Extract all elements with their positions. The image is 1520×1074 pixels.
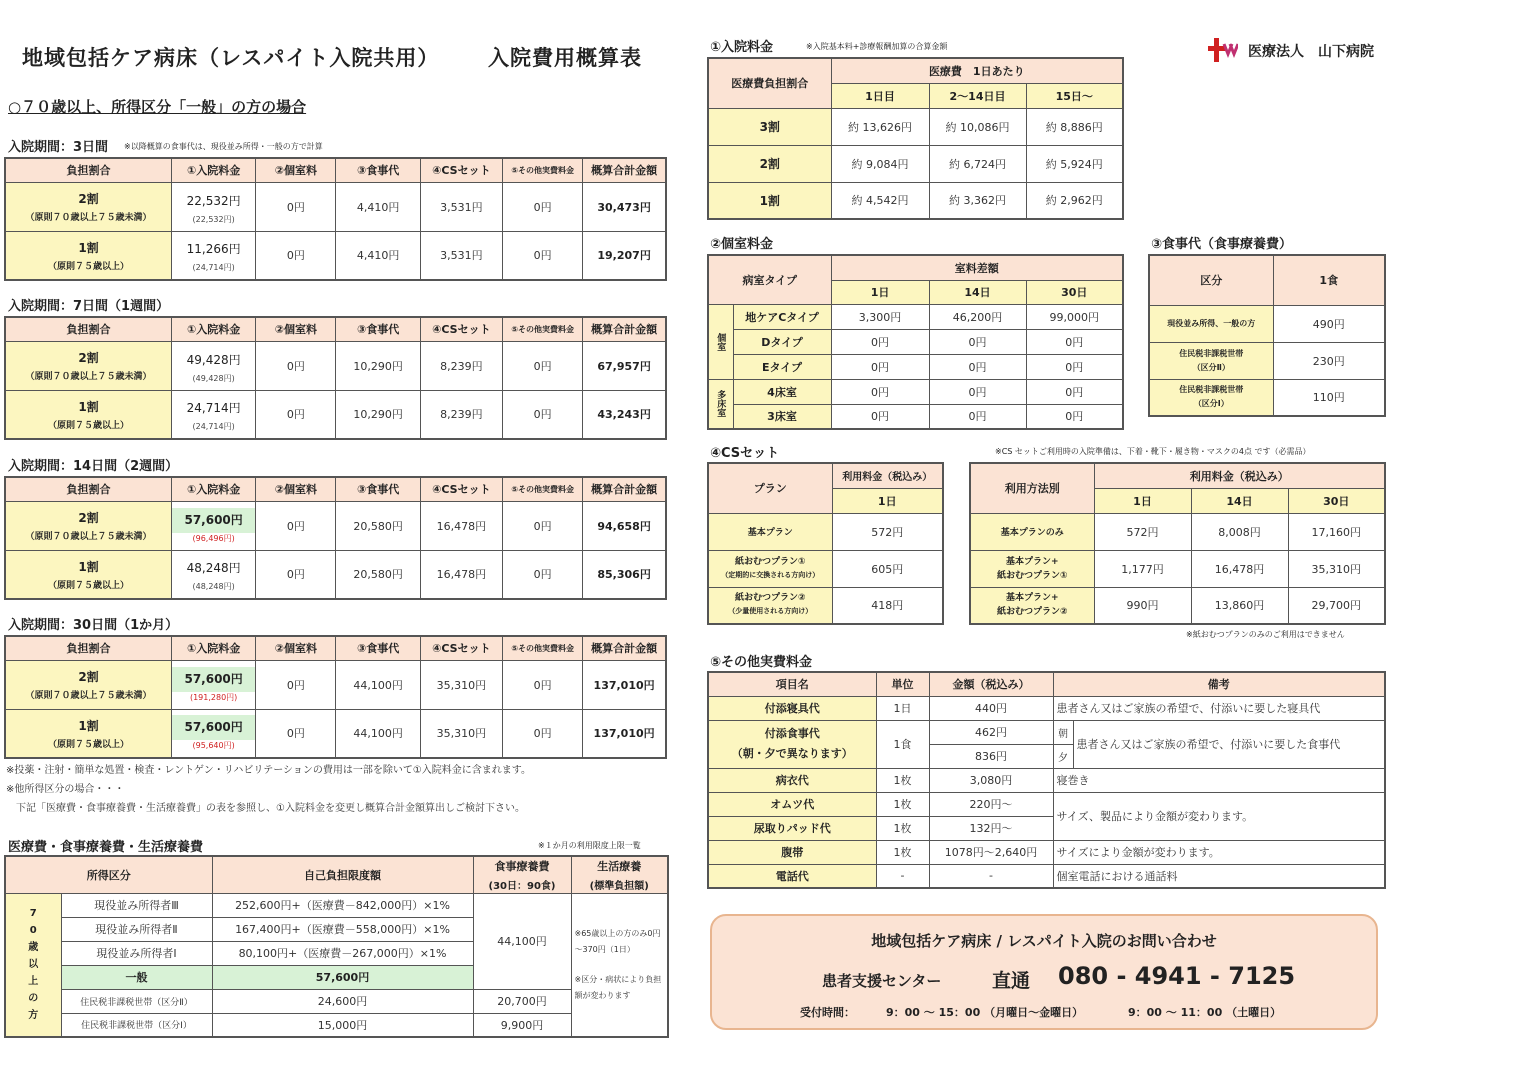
period-col-header: ③食事代 xyxy=(336,477,420,501)
period-total-cell: 137,010円 xyxy=(583,660,666,709)
s3-cell: 490円 xyxy=(1273,305,1385,342)
s2-row-key: Dタイプ xyxy=(733,329,831,354)
s1-cell: 約 8,886円 xyxy=(1026,108,1123,145)
period-col-header: ⑤その他実費料金 xyxy=(502,317,582,341)
limits-h-life: 生活療養 (標準負担額) xyxy=(571,856,668,893)
s2-title: ②個室料金 xyxy=(710,237,774,252)
s4-note2: ※紙おむつプランのみのご利用はできません xyxy=(1186,630,1345,639)
period-col-header: 概算合計金額 xyxy=(583,477,666,501)
s3-cell: 110円 xyxy=(1273,379,1385,416)
period-room-cell: 0円 xyxy=(256,709,336,758)
s5-row-key: オムツ代 xyxy=(708,792,876,816)
page-title-2: 入院費用概算表 xyxy=(488,46,642,70)
limits-note: ※１か月の利用限度上限一覧 xyxy=(538,841,641,850)
period-col-header: ①入院料金 xyxy=(172,636,256,660)
s2-row-key: 4床室 xyxy=(733,379,831,404)
s4-col: 30日 xyxy=(1288,488,1385,513)
s4-row-key: 基本プラン xyxy=(708,513,832,550)
period-fee-cell: 24,714円 (24,714円) xyxy=(172,390,256,439)
s5-unit: 1枚 xyxy=(876,840,929,864)
s2-cell: 46,200円 xyxy=(929,304,1026,329)
period-total-cell: 43,243円 xyxy=(583,390,666,439)
s5-col: 項目名 xyxy=(708,672,876,696)
s5-amount: 836円 xyxy=(929,744,1053,768)
period-other-cell: 0円 xyxy=(502,709,582,758)
period-room-cell: 0円 xyxy=(256,390,336,439)
s5-row-key: 腹帯 xyxy=(708,840,876,864)
period-col-header: ⑤その他実費料金 xyxy=(502,158,582,182)
period-cs-cell: 3,531円 xyxy=(420,182,502,231)
s4-mcell: 8,008円 xyxy=(1191,513,1288,550)
s4-col: 1日 xyxy=(1094,488,1191,513)
s2-cell: 0円 xyxy=(929,379,1026,404)
period-title-p14: 入院期間：14日間（2週間） xyxy=(8,459,179,474)
limits-row-value: 57,600円 xyxy=(212,965,473,989)
s1-cell: 約 10,086円 xyxy=(929,108,1026,145)
s4-plan-table xyxy=(707,462,944,625)
period-other-cell: 0円 xyxy=(502,231,582,280)
s5-remark: 個室電話における通話料 xyxy=(1053,864,1385,888)
contact-phone-link[interactable]: 080 - 4941 - 7125 xyxy=(1058,962,1296,990)
s2-cell: 0円 xyxy=(1026,404,1123,429)
s4-h-fee2: 利用料金（税込み） xyxy=(1094,463,1385,488)
s2-cell: 0円 xyxy=(1026,329,1123,354)
period-title-p7: 入院期間：7日間（1週間） xyxy=(8,299,170,314)
contact-direct: 直通 xyxy=(992,970,1031,992)
period-cs-cell: 35,310円 xyxy=(420,660,502,709)
period-other-cell: 0円 xyxy=(502,182,582,231)
period-row-label: 1割 （原則７５歳以上） xyxy=(5,390,172,439)
s5-amount: 132円～ xyxy=(929,816,1053,840)
s5-unit: - xyxy=(876,864,929,888)
s4-mrow-key: 基本プラン+ 紙おむつプラン② xyxy=(970,587,1094,624)
s5-evening: 夕 xyxy=(1053,744,1073,768)
s5-row-key: 尿取りパッド代 xyxy=(708,816,876,840)
period-fee-cell: 22,532円 (22,532円) xyxy=(172,182,256,231)
limits-row-key: 現役並み所得者Ⅰ xyxy=(61,941,212,965)
hospital-logo-icon xyxy=(1208,38,1238,62)
s5-unit: 1枚 xyxy=(876,792,929,816)
contact-hours-saturday: 9：00 ～ 11：00 （土曜日） xyxy=(1128,1006,1282,1019)
s4-mcell: 29,700円 xyxy=(1288,587,1385,624)
period-row-label: 1割 （原則７５歳以上） xyxy=(5,231,172,280)
period-other-cell: 0円 xyxy=(502,550,582,599)
s2-cell: 3,300円 xyxy=(831,304,929,329)
period-meal-cell: 44,100円 xyxy=(336,709,420,758)
s4-mcell: 1,177円 xyxy=(1094,550,1191,587)
limits-title: 医療費・食事療養費・生活療養費 xyxy=(8,840,204,855)
limits-h-income: 所得区分 xyxy=(5,856,212,893)
s4-mrow-key: 基本プラン+ 紙おむつプラン① xyxy=(970,550,1094,587)
s5-row-key: 電話代 xyxy=(708,864,876,888)
s1-cell: 約 9,084円 xyxy=(831,145,929,182)
s1-h-fee: 医療費 1日あたり xyxy=(831,58,1123,83)
period-col-header: ③食事代 xyxy=(336,317,420,341)
s2-group-private: 個室 xyxy=(708,304,733,379)
s1-cell: 約 4,542円 xyxy=(831,182,929,219)
contact-hours-weekday: 9：00 ～ 15：00 （月曜日～金曜日） xyxy=(886,1006,1084,1019)
period-title-p3: 入院期間：3日間 xyxy=(8,140,109,155)
period-total-cell: 30,473円 xyxy=(583,182,666,231)
period-col-header: ④CSセット xyxy=(420,477,502,501)
note-1: ※投薬・注射・簡単な処置・検査・レントゲン・リハビリテーションの費用は一部を除いて①入院料金に含まれます。 xyxy=(6,765,531,776)
s5-unit: 1日 xyxy=(876,696,929,720)
s5-unit: 1食 xyxy=(876,720,929,768)
period-row-label: 1割 （原則７５歳以上） xyxy=(5,550,172,599)
period-table-p7 xyxy=(4,316,667,440)
limits-h-meal: 食事療養費 (30日：90食) xyxy=(473,856,571,893)
note-2: ※他所得区分の場合・・・ xyxy=(6,784,125,795)
s2-cell: 0円 xyxy=(929,404,1026,429)
contact-box xyxy=(710,914,1378,1030)
period-table-p14 xyxy=(4,476,667,600)
s4-mcell: 13,860円 xyxy=(1191,587,1288,624)
limits-side-label: 7 0 歳 以 上 の 方 xyxy=(5,893,61,1037)
s1-h-ratio: 医療費負担割合 xyxy=(708,58,831,108)
s4-row-key: 紙おむつプラン② （少量使用される方向け） xyxy=(708,587,832,624)
period-room-cell: 0円 xyxy=(256,660,336,709)
s2-cell: 0円 xyxy=(831,404,929,429)
period-col-header: ③食事代 xyxy=(336,158,420,182)
period-row-label: 2割 （原則７０歳以上７５歳未満） xyxy=(5,182,172,231)
s4-h-fee: 利用料金（税込み） xyxy=(832,463,943,488)
period-col-header: 概算合計金額 xyxy=(583,317,666,341)
limits-row-value: 80,100円+（医療費－267,000円）×1% xyxy=(212,941,473,965)
period-total-cell: 137,010円 xyxy=(583,709,666,758)
s1-cell: 約 13,626円 xyxy=(831,108,929,145)
limits-row-key: 住民税非課税世帯（区分Ⅱ） xyxy=(61,989,212,1013)
s5-table xyxy=(707,671,1386,889)
limits-table xyxy=(4,855,669,1038)
period-row-label: 2割 （原則７０歳以上７５歳未満） xyxy=(5,341,172,390)
limits-row-key: 一般 xyxy=(61,965,212,989)
s3-title: ③食事代（食事療養費） xyxy=(1151,237,1293,252)
limits-row-meal: 9,900円 xyxy=(473,1013,571,1037)
s4-h-plan: プラン xyxy=(708,463,832,513)
period-col-header: 負担割合 xyxy=(5,317,172,341)
s4-mrow-key: 基本プランのみ xyxy=(970,513,1094,550)
period-room-cell: 0円 xyxy=(256,231,336,280)
limits-h-limit: 自己負担限度額 xyxy=(212,856,473,893)
s1-cell: 約 6,724円 xyxy=(929,145,1026,182)
s5-col: 備考 xyxy=(1053,672,1385,696)
period-meal-cell: 20,580円 xyxy=(336,501,420,550)
s2-cell: 0円 xyxy=(929,354,1026,379)
period-other-cell: 0円 xyxy=(502,390,582,439)
period-table-p3 xyxy=(4,157,667,281)
s5-amount: 440円 xyxy=(929,696,1053,720)
period-cs-cell: 8,239円 xyxy=(420,341,502,390)
s4-h-day: 1日 xyxy=(832,488,943,513)
period-col-header: ④CSセット xyxy=(420,158,502,182)
hospital-name: 医療法人 山下病院 xyxy=(1248,44,1374,60)
limits-row-value: 15,000円 xyxy=(212,1013,473,1037)
period-meal-cell: 4,410円 xyxy=(336,231,420,280)
s5-amount: 462円 xyxy=(929,720,1053,744)
period-row-label: 1割 （原則７５歳以上） xyxy=(5,709,172,758)
s5-remark: 寝巻き xyxy=(1053,768,1385,792)
limits-row-value: 24,600円 xyxy=(212,989,473,1013)
s1-note: ※入院基本料+診療報酬加算の合算金額 xyxy=(806,42,948,51)
period-col-header: ②個室料 xyxy=(256,477,336,501)
s5-row-key: 付添寝具代 xyxy=(708,696,876,720)
period-row-label: 2割 （原則７０歳以上７５歳未満） xyxy=(5,501,172,550)
s5-unit: 1枚 xyxy=(876,768,929,792)
period-meal-cell: 4,410円 xyxy=(336,182,420,231)
s5-remark: サイズにより金額が変わります。 xyxy=(1053,840,1385,864)
limits-life-note: ※65歳以上の方のみ0円～370円（1日） ※区分・病状により負担額が変わります xyxy=(571,893,668,1037)
s1-cell: 約 2,962円 xyxy=(1026,182,1123,219)
s4-note: ※CS セットご利用時の入院準備は、下着・靴下・履き物・マスクの4点 です（必需品） xyxy=(995,447,1311,456)
limits-row-key: 住民税非課税世帯（区分Ⅰ） xyxy=(61,1013,212,1037)
period-fee-cell: 48,248円 (48,248円) xyxy=(172,550,256,599)
s3-cell: 230円 xyxy=(1273,342,1385,379)
period-fee-cell: 57,600円 (95,640円) xyxy=(172,709,256,758)
period-col-header: ①入院料金 xyxy=(172,477,256,501)
s5-row-key: 付添食事代 （朝・夕で異なります） xyxy=(708,720,876,768)
s5-row-key: 病衣代 xyxy=(708,768,876,792)
s3-table xyxy=(1148,254,1386,417)
s5-col: 単位 xyxy=(876,672,929,696)
period-meal-cell: 10,290円 xyxy=(336,390,420,439)
s5-amount: - xyxy=(929,864,1053,888)
s5-unit: 1枚 xyxy=(876,816,929,840)
s2-cell: 0円 xyxy=(1026,379,1123,404)
contact-center: 患者支援センター xyxy=(822,972,942,990)
limits-row-key: 現役並み所得者Ⅱ xyxy=(61,917,212,941)
s2-row-key: 3床室 xyxy=(733,404,831,429)
s4-mcell: 17,160円 xyxy=(1288,513,1385,550)
s4-row-key: 紙おむつプラン① （定期的に交換される方向け） xyxy=(708,550,832,587)
s3-row-key: 現役並み所得、一般の方 xyxy=(1149,305,1273,342)
period-total-cell: 94,658円 xyxy=(583,501,666,550)
s1-cell: 約 5,924円 xyxy=(1026,145,1123,182)
s4-h-method: 利用方法別 xyxy=(970,463,1094,513)
s4-mcell: 572円 xyxy=(1094,513,1191,550)
period-col-header: 負担割合 xyxy=(5,158,172,182)
limits-row-key: 現役並み所得者Ⅲ xyxy=(61,893,212,917)
period-fee-cell: 57,600円 (191,280円) xyxy=(172,660,256,709)
s2-table xyxy=(707,254,1124,430)
period-title-p30: 入院期間：30日間（1か月） xyxy=(8,618,179,633)
period-col-header: ①入院料金 xyxy=(172,158,256,182)
period-cs-cell: 35,310円 xyxy=(420,709,502,758)
period-total-cell: 85,306円 xyxy=(583,550,666,599)
period-col-header: ④CSセット xyxy=(420,317,502,341)
period-fee-cell: 11,266円 (24,714円) xyxy=(172,231,256,280)
s1-title: ①入院料金 xyxy=(710,40,774,55)
period-fee-cell: 49,428円 (49,428円) xyxy=(172,341,256,390)
s4-col: 14日 xyxy=(1191,488,1288,513)
s5-remark: サイズ、製品により金額が変わります。 xyxy=(1053,792,1385,840)
s5-col: 金額（税込み） xyxy=(929,672,1053,696)
s2-cell: 0円 xyxy=(831,354,929,379)
s2-group-shared: 多床室 xyxy=(708,379,733,429)
s4-cell: 572円 xyxy=(832,513,943,550)
period-col-header: ⑤その他実費料金 xyxy=(502,477,582,501)
s2-col: 14日 xyxy=(929,280,1026,304)
s1-row-key: 2割 xyxy=(708,145,831,182)
s5-amount: 1078円～2,640円 xyxy=(929,840,1053,864)
period-room-cell: 0円 xyxy=(256,182,336,231)
s4-cell: 605円 xyxy=(832,550,943,587)
period-row-label: 2割 （原則７０歳以上７５歳未満） xyxy=(5,660,172,709)
s4-mcell: 990円 xyxy=(1094,587,1191,624)
period-cs-cell: 8,239円 xyxy=(420,390,502,439)
period-col-header: 負担割合 xyxy=(5,636,172,660)
period-fee-cell: 57,600円 (96,496円) xyxy=(172,501,256,550)
limits-row-value: 252,600円+（医療費－842,000円）×1% xyxy=(212,893,473,917)
period-other-cell: 0円 xyxy=(502,501,582,550)
contact-hours-label: 受付時間： xyxy=(800,1006,855,1019)
s4-title: ④CSセット xyxy=(710,446,780,461)
s1-col: 1日目 xyxy=(831,83,929,108)
period-cs-cell: 16,478円 xyxy=(420,550,502,599)
s1-col: 15日～ xyxy=(1026,83,1123,108)
s4-method-table xyxy=(969,462,1386,625)
s2-cell: 0円 xyxy=(1026,354,1123,379)
s1-cell: 約 3,362円 xyxy=(929,182,1026,219)
period-meal-cell: 44,100円 xyxy=(336,660,420,709)
period-cs-cell: 16,478円 xyxy=(420,501,502,550)
period-cs-cell: 3,531円 xyxy=(420,231,502,280)
s4-mcell: 16,478円 xyxy=(1191,550,1288,587)
s3-row-key: 住民税非課税世帯 （区分Ⅱ） xyxy=(1149,342,1273,379)
s3-row-key: 住民税非課税世帯 （区分Ⅰ） xyxy=(1149,379,1273,416)
page-subtitle: ○７０歳以上、所得区分「一般」の方の場合 xyxy=(8,98,307,116)
period-col-header: ③食事代 xyxy=(336,636,420,660)
s2-col: 1日 xyxy=(831,280,929,304)
period-col-header: ⑤その他実費料金 xyxy=(502,636,582,660)
s5-morning: 朝 xyxy=(1053,720,1073,744)
s2-cell: 99,000円 xyxy=(1026,304,1123,329)
period-col-header: ④CSセット xyxy=(420,636,502,660)
s2-row-key: 地ケアCタイプ xyxy=(733,304,831,329)
s1-row-key: 3割 xyxy=(708,108,831,145)
s5-remark: 患者さん又はご家族の希望で、付添いに要した食事代 xyxy=(1073,720,1385,768)
period-other-cell: 0円 xyxy=(502,341,582,390)
period-col-header: ②個室料 xyxy=(256,636,336,660)
period-total-cell: 19,207円 xyxy=(583,231,666,280)
period-col-header: 概算合計金額 xyxy=(583,636,666,660)
s2-h-diff: 室料差額 xyxy=(831,255,1123,280)
period-other-cell: 0円 xyxy=(502,660,582,709)
s5-title: ⑤その他実費料金 xyxy=(710,655,813,670)
s3-h-cat: 区分 xyxy=(1149,255,1273,305)
page-title: 地域包括ケア病床（レスパイト入院共用） xyxy=(22,46,440,70)
s4-cell: 418円 xyxy=(832,587,943,624)
s2-col: 30日 xyxy=(1026,280,1123,304)
period-col-header: 概算合計金額 xyxy=(583,158,666,182)
period-room-cell: 0円 xyxy=(256,341,336,390)
s1-col: 2～14日目 xyxy=(929,83,1026,108)
period-col-header: ②個室料 xyxy=(256,317,336,341)
s5-amount: 3,080円 xyxy=(929,768,1053,792)
period-meal-cell: 10,290円 xyxy=(336,341,420,390)
s2-row-key: Eタイプ xyxy=(733,354,831,379)
s5-amount: 220円～ xyxy=(929,792,1053,816)
period-room-cell: 0円 xyxy=(256,550,336,599)
limits-row-meal: 20,700円 xyxy=(473,989,571,1013)
s1-row-key: 1割 xyxy=(708,182,831,219)
period-note: ※以降概算の食事代は、現役並み所得・一般の方で計算 xyxy=(124,142,323,151)
s3-h-one: 1食 xyxy=(1273,255,1385,305)
s2-cell: 0円 xyxy=(831,379,929,404)
period-col-header: ②個室料 xyxy=(256,158,336,182)
period-meal-cell: 20,580円 xyxy=(336,550,420,599)
note-3: 下記「医療費・食事療養費・生活療養費」の表を参照し、①入院料金を変更し概算合計金額算出しご検討下さい。 xyxy=(16,803,525,814)
s5-remark: 患者さん又はご家族の希望で、付添いに要した寝具代 xyxy=(1053,696,1385,720)
s1-table xyxy=(707,57,1124,220)
period-table-p30 xyxy=(4,635,667,759)
period-total-cell: 67,957円 xyxy=(583,341,666,390)
limits-row-value: 167,400円+（医療費－558,000円）×1% xyxy=(212,917,473,941)
s2-cell: 0円 xyxy=(929,329,1026,354)
limits-meal-common: 44,100円 xyxy=(473,893,571,989)
period-room-cell: 0円 xyxy=(256,501,336,550)
period-col-header: 負担割合 xyxy=(5,477,172,501)
s4-mcell: 35,310円 xyxy=(1288,550,1385,587)
period-col-header: ①入院料金 xyxy=(172,317,256,341)
s2-cell: 0円 xyxy=(831,329,929,354)
s2-h-type: 病室タイプ xyxy=(708,255,831,304)
contact-title: 地域包括ケア病床 / レスパイト入院のお問い合わせ xyxy=(871,932,1217,950)
